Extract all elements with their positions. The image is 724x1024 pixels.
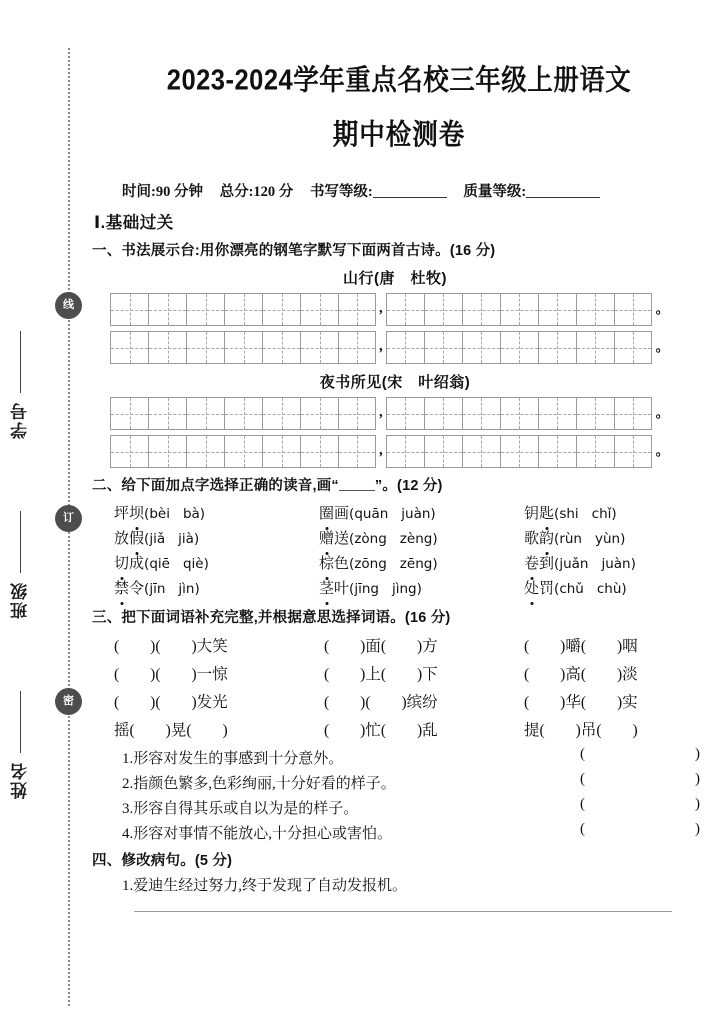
name-label: 姓名	[11, 761, 30, 799]
character-cell[interactable]	[224, 397, 262, 430]
sentence-correction-list	[92, 874, 724, 895]
character-cell[interactable]	[614, 331, 652, 364]
character-cell[interactable]	[500, 435, 538, 468]
character-cell[interactable]	[424, 331, 462, 364]
character-cell[interactable]	[224, 331, 262, 364]
word-char: 禁	[114, 577, 129, 598]
emphasis-dot-icon	[530, 602, 533, 605]
paren-open: (	[580, 796, 585, 812]
word-char: 茎	[319, 577, 334, 598]
word-char: 匙	[539, 502, 554, 523]
character-cell[interactable]	[224, 435, 262, 468]
pinyin-option[interactable]: jīn	[149, 581, 166, 597]
part-heading	[92, 209, 724, 233]
word-char: 韵	[539, 527, 554, 548]
character-cell[interactable]	[538, 435, 576, 468]
word-char: 放	[114, 531, 130, 547]
exam-meta-line	[92, 180, 724, 201]
idiom-item[interactable]: 摇( )晃( )	[114, 722, 228, 739]
character-cell[interactable]	[186, 397, 224, 430]
pinyin-options[interactable]: (shi chǐ)	[554, 506, 617, 522]
sentence-item: 1.爱迪生经过努力,终于发现了自动发报机。	[122, 878, 408, 894]
pinyin-option[interactable]: zēng	[399, 556, 433, 572]
paren-close: )	[695, 746, 700, 762]
poem-grid-group-left[interactable]	[110, 331, 376, 364]
time-label: 时间:90 分钟	[122, 184, 203, 200]
pinyin-row	[114, 525, 710, 550]
pinyin-options[interactable]: (rùn yùn)	[554, 531, 626, 547]
quality-grade-input[interactable]	[526, 184, 600, 198]
poem-2-title: 夜书所见(宋 叶绍翁)	[319, 374, 471, 391]
character-cell[interactable]	[148, 293, 186, 326]
character-cell[interactable]	[500, 331, 538, 364]
word-char: 切	[114, 552, 129, 573]
idiom-item[interactable]: ( )华( )实	[524, 694, 638, 711]
character-cell[interactable]	[538, 331, 576, 364]
character-cell[interactable]	[614, 397, 652, 430]
pinyin-option[interactable]: qiè	[182, 556, 204, 572]
writing-grade-label: 书写等级:	[309, 184, 373, 200]
character-cell[interactable]	[576, 293, 614, 326]
student-id-label: 学号	[11, 401, 30, 439]
page-title-line2: 期中检测卷	[332, 119, 466, 151]
pinyin-item[interactable]	[114, 500, 319, 525]
poem-grid-row[interactable]	[110, 292, 724, 326]
pinyin-option[interactable]: zèng	[399, 531, 433, 547]
character-cell[interactable]	[148, 397, 186, 430]
character-cell[interactable]	[262, 435, 300, 468]
character-cell[interactable]	[262, 331, 300, 364]
pinyin-option[interactable]: yùn	[594, 531, 621, 547]
word-char: 罚	[539, 581, 555, 597]
pinyin-option[interactable]: jiǎ	[149, 531, 166, 547]
poem-2-grid-area	[92, 396, 724, 468]
character-cell[interactable]	[538, 293, 576, 326]
seal-marker-secret: 密	[55, 688, 82, 715]
comma-mark: ,	[379, 338, 383, 354]
character-cell[interactable]	[338, 331, 376, 364]
word-char: 成	[129, 556, 145, 572]
word-char: 画	[334, 506, 350, 522]
word-char: 色	[334, 556, 350, 572]
character-cell[interactable]	[186, 435, 224, 468]
character-cell[interactable]	[614, 293, 652, 326]
pinyin-row	[114, 500, 710, 525]
pinyin-option[interactable]: chù	[596, 581, 622, 597]
character-cell[interactable]	[300, 331, 338, 364]
character-cell[interactable]	[500, 293, 538, 326]
word-char: 坪	[114, 506, 130, 522]
word-char: 卷	[524, 552, 539, 573]
pinyin-option[interactable]: qiē	[149, 556, 170, 572]
pinyin-option[interactable]: bà	[182, 506, 200, 522]
definition-text: 2.指颜色繁多,色彩绚丽,十分好看的样子。	[122, 776, 396, 792]
pinyin-option[interactable]: juàn	[601, 556, 631, 572]
pinyin-option[interactable]: jīng	[354, 581, 379, 597]
paren-close: )	[695, 821, 700, 837]
character-cell[interactable]	[538, 397, 576, 430]
poem-grid-group-left[interactable]	[110, 293, 376, 326]
pinyin-options[interactable]: (jiǎ jià)	[144, 531, 200, 547]
poem-grid-row[interactable]	[110, 396, 724, 430]
word-char: 歌	[524, 531, 540, 547]
definition-row	[122, 771, 700, 793]
section-3-heading: 三、把下面词语补充完整,并根据意思选择词语。(16 分)	[92, 610, 451, 626]
pinyin-option[interactable]: jìng	[391, 581, 417, 597]
definition-row	[122, 796, 700, 818]
idiom-item[interactable]: ( )( )大笑	[114, 638, 228, 655]
answer-write-line[interactable]	[134, 911, 672, 912]
idiom-row	[114, 631, 710, 659]
definition-text: 3.形容自得其乐或自以为是的样子。	[122, 801, 359, 817]
name-field[interactable]	[8, 660, 62, 830]
character-cell[interactable]	[338, 435, 376, 468]
emphasis-dot-icon	[120, 602, 123, 605]
word-char: 圈	[319, 502, 334, 523]
pinyin-options[interactable]: (chǔ chù)	[554, 581, 627, 597]
definition-answer-blank[interactable]	[580, 796, 700, 813]
poem-grid-group-right[interactable]	[386, 331, 652, 364]
writing-grade-input[interactable]	[373, 184, 447, 198]
poem-1-grid-area	[92, 292, 724, 364]
poem-grid-row[interactable]	[110, 434, 724, 468]
pinyin-option[interactable]: jià	[178, 531, 194, 547]
character-cell[interactable]	[110, 293, 148, 326]
character-cell[interactable]	[614, 435, 652, 468]
comma-mark: ,	[379, 300, 383, 316]
character-cell[interactable]	[462, 293, 500, 326]
character-cell[interactable]	[386, 435, 424, 468]
part-name: 基础过关	[105, 214, 174, 232]
poem-grid-group-right[interactable]	[386, 435, 652, 468]
poem-1-title: 山行(唐 杜牧)	[343, 270, 447, 287]
word-char: 假	[129, 527, 144, 548]
idiom-item[interactable]: ( )忙( )乱	[324, 722, 438, 739]
character-cell[interactable]	[186, 293, 224, 326]
definition-answer-blank[interactable]	[580, 771, 700, 788]
pinyin-options[interactable]: (jīng jìng)	[349, 581, 422, 597]
pinyin-option[interactable]: shi	[559, 506, 579, 522]
student-id-writeline[interactable]	[21, 331, 22, 393]
pinyin-item[interactable]	[524, 575, 710, 600]
character-cell[interactable]	[462, 331, 500, 364]
period-mark: 。	[655, 339, 669, 354]
pinyin-item[interactable]	[524, 550, 710, 575]
period-mark: 。	[655, 405, 669, 420]
word-char: 棕	[319, 552, 334, 573]
word-char: 处	[524, 577, 539, 598]
definition-list	[92, 746, 724, 843]
character-cell[interactable]	[576, 397, 614, 430]
pinyin-option[interactable]: bèi	[149, 506, 170, 522]
character-cell[interactable]	[300, 293, 338, 326]
definition-answer-blank[interactable]	[580, 821, 700, 838]
name-writeline[interactable]	[21, 691, 22, 753]
comma-mark: ,	[379, 442, 383, 458]
idiom-item[interactable]: ( )高( )淡	[524, 666, 638, 683]
character-cell[interactable]	[576, 331, 614, 364]
definition-row	[122, 821, 700, 843]
word-char: 令	[129, 581, 145, 597]
pinyin-option[interactable]: chǐ	[591, 506, 612, 522]
pinyin-row	[114, 550, 710, 575]
pinyin-option[interactable]: quān	[354, 506, 389, 522]
character-cell[interactable]	[386, 293, 424, 326]
idiom-item[interactable]: ( )嚼( )咽	[524, 638, 638, 655]
pinyin-option[interactable]: zōng	[354, 556, 387, 572]
character-cell[interactable]	[338, 293, 376, 326]
poem-grid-group-right[interactable]	[386, 293, 652, 326]
seal-marker-line: 线	[55, 292, 82, 319]
character-cell[interactable]	[462, 435, 500, 468]
paper-body	[92, 0, 724, 1024]
pinyin-option[interactable]: juàn	[401, 506, 431, 522]
seal-marker-bind: 订	[55, 505, 82, 532]
section-4-heading: 四、修改病句。(5 分)	[92, 853, 233, 869]
poem-grid-group-right[interactable]	[386, 397, 652, 430]
character-cell[interactable]	[148, 331, 186, 364]
pinyin-item[interactable]	[114, 575, 319, 600]
word-char: 钥	[524, 506, 540, 522]
pinyin-item[interactable]	[114, 525, 319, 550]
idiom-blank-table	[114, 631, 710, 743]
word-char: 坝	[129, 502, 144, 523]
pinyin-item[interactable]	[319, 500, 524, 525]
page-title-line1: 2023-2024学年重点名校三年级上册语文	[166, 64, 632, 97]
pinyin-item[interactable]	[319, 550, 524, 575]
paren-close: )	[695, 771, 700, 787]
comma-mark: ,	[379, 404, 383, 420]
pinyin-item[interactable]	[319, 575, 524, 600]
character-cell[interactable]	[262, 397, 300, 430]
word-char: 赠	[319, 527, 334, 548]
character-cell[interactable]	[424, 293, 462, 326]
character-cell[interactable]	[110, 331, 148, 364]
paren-open: (	[580, 771, 585, 787]
underline-sample-icon	[339, 479, 375, 491]
paren-open: (	[580, 821, 585, 837]
character-cell[interactable]	[424, 435, 462, 468]
character-cell[interactable]	[462, 397, 500, 430]
pinyin-option[interactable]: rùn	[559, 531, 582, 547]
poem-grid-row[interactable]	[110, 330, 724, 364]
idiom-item[interactable]: ( )( )缤纷	[324, 694, 438, 711]
idiom-item[interactable]: ( )上( )下	[324, 666, 438, 683]
character-cell[interactable]	[300, 397, 338, 430]
pinyin-item[interactable]	[524, 500, 710, 525]
class-field[interactable]	[8, 480, 62, 650]
pinyin-choice-table	[114, 500, 710, 600]
pinyin-item[interactable]	[524, 525, 710, 550]
idiom-row	[114, 687, 710, 715]
quality-grade-label: 质量等级:	[463, 184, 527, 200]
character-cell[interactable]	[110, 435, 148, 468]
pinyin-row	[114, 575, 710, 600]
pinyin-item[interactable]	[114, 550, 319, 575]
binding-sidebar	[0, 0, 92, 1024]
paren-close: )	[695, 796, 700, 812]
pinyin-options[interactable]: (zōng zēng)	[349, 556, 438, 572]
class-writeline[interactable]	[21, 511, 22, 573]
paren-open: (	[580, 746, 585, 762]
character-cell[interactable]	[500, 397, 538, 430]
section-2-heading-suffix: ”。(12 分)	[374, 478, 443, 494]
section-1-heading: 一、书法展示台:用你漂亮的钢笔字默写下面两首古诗。(16 分)	[92, 243, 496, 259]
word-char: 到	[539, 556, 555, 572]
word-char: 叶	[334, 581, 350, 597]
definition-row	[122, 746, 700, 768]
pinyin-option[interactable]: zòng	[354, 531, 387, 547]
pinyin-option[interactable]: chǔ	[559, 581, 584, 597]
idiom-item[interactable]: 提( )吊( )	[524, 722, 638, 739]
character-cell[interactable]	[300, 435, 338, 468]
definition-answer-blank[interactable]	[580, 746, 700, 763]
character-cell[interactable]	[576, 435, 614, 468]
idiom-item[interactable]: ( )( )一惊	[114, 666, 228, 683]
word-char: 送	[334, 531, 350, 547]
idiom-item[interactable]: ( )( )发光	[114, 694, 228, 711]
period-mark: 。	[655, 301, 669, 316]
student-id-field[interactable]	[8, 300, 62, 470]
poem-grid-group-left[interactable]	[110, 435, 376, 468]
character-cell[interactable]	[186, 331, 224, 364]
pinyin-options[interactable]: (quān juàn)	[349, 506, 436, 522]
pinyin-options[interactable]: (bèi bà)	[144, 506, 206, 522]
section-2-heading-prefix: 二、给下面加点字选择正确的读音,画“	[92, 478, 339, 494]
total-score-label: 总分:120 分	[219, 184, 294, 200]
character-cell[interactable]	[338, 397, 376, 430]
section-2-heading	[92, 474, 724, 495]
pinyin-item[interactable]	[319, 525, 524, 550]
character-cell[interactable]	[224, 293, 262, 326]
character-cell[interactable]	[148, 435, 186, 468]
definition-text: 1.形容对发生的事感到十分意外。	[122, 751, 344, 767]
class-label: 班级	[11, 581, 30, 619]
pinyin-option[interactable]: juǎn	[559, 556, 589, 572]
pinyin-options[interactable]: (jīn jìn)	[144, 581, 200, 597]
pinyin-options[interactable]: (zòng zèng)	[349, 531, 438, 547]
character-cell[interactable]	[110, 397, 148, 430]
part-roman-numeral: Ⅰ	[94, 214, 101, 232]
emphasis-dot-icon	[325, 602, 328, 605]
pinyin-options[interactable]: (qiē qiè)	[144, 556, 209, 572]
period-mark: 。	[655, 443, 669, 458]
idiom-row	[114, 659, 710, 687]
pinyin-options[interactable]: (juǎn juàn)	[554, 556, 636, 572]
definition-text: 4.形容对事情不能放心,十分担心或害怕。	[122, 826, 393, 842]
character-cell[interactable]	[386, 397, 424, 430]
idiom-item[interactable]: ( )面( )方	[324, 638, 438, 655]
character-cell[interactable]	[386, 331, 424, 364]
character-cell[interactable]	[424, 397, 462, 430]
character-cell[interactable]	[262, 293, 300, 326]
idiom-row	[114, 715, 710, 743]
poem-grid-group-left[interactable]	[110, 397, 376, 430]
part-separator: .	[100, 214, 106, 232]
pinyin-option[interactable]: jìn	[178, 581, 195, 597]
